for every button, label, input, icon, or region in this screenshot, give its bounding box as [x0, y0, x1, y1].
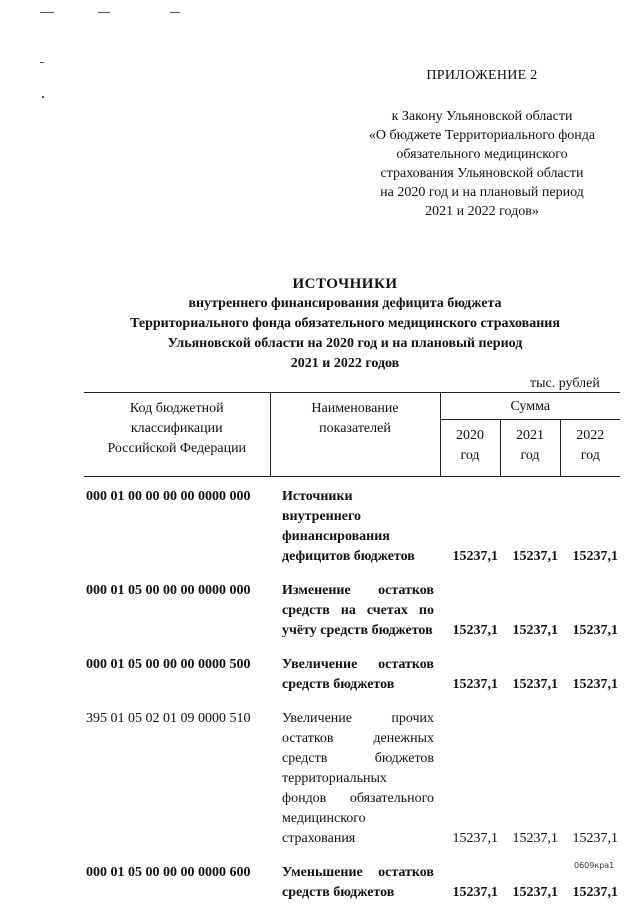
row-value-2022: 15237,1 [572, 831, 619, 846]
row-value-2021: 15237,1 [512, 885, 558, 900]
row-value-2022: 15237,1 [572, 677, 619, 692]
row-value-2020: 15237,1 [452, 831, 498, 846]
row-name: Увеличение остатков средств бюджетов [282, 657, 434, 692]
row-name: Источники внутреннего финансирования дефицитов бюджетов [282, 489, 415, 564]
row-value-2021: 15237,1 [512, 549, 558, 564]
table-row [84, 477, 620, 582]
appendix-title: ПРИЛОЖЕНИЕ 2 [426, 68, 538, 83]
appendix-line: на 2020 год и на плановый период [380, 185, 584, 200]
appendix-line: к Закону Ульяновской области [391, 109, 573, 124]
table-row [84, 581, 620, 655]
row-code: 000 01 05 00 00 00 0000 500 [86, 657, 251, 672]
title-line: внутреннего финансирования дефицита бюджета [188, 296, 502, 311]
row-name: Уменьшение остатков средств бюджетов [282, 865, 434, 900]
table-row [84, 709, 620, 863]
title-line: 2021 и 2022 годов [290, 356, 400, 371]
row-value-2022: 15237,1 [572, 885, 619, 900]
title-line: Территориального фонда обязательного медицинского страхования [130, 316, 560, 331]
appendix-header [352, 66, 612, 221]
sources-table [84, 392, 620, 917]
row-value-2020: 15237,1 [452, 549, 498, 564]
row-value-2021: 15237,1 [512, 831, 558, 846]
header-year-2021: 2021 год [500, 420, 560, 477]
header-year-2022: 2022 год [560, 420, 620, 477]
header-year-2020: 2020 год [440, 420, 500, 477]
table-row [84, 863, 620, 917]
row-value-2020: 15237,1 [452, 677, 498, 692]
appendix-line: страхования Ульяновской области [380, 166, 584, 181]
row-value-2021: 15237,1 [512, 623, 558, 638]
row-value-2020: 15237,1 [452, 623, 498, 638]
document-title [60, 274, 630, 374]
row-code: 000 01 00 00 00 00 0000 000 [86, 489, 251, 504]
row-code: 000 01 05 00 00 00 0000 000 [86, 583, 251, 598]
row-value-2022: 15237,1 [572, 549, 619, 564]
table-row [84, 655, 620, 709]
appendix-line: обязательного медицинского [396, 147, 568, 162]
header-name: Наименование показателей [270, 393, 440, 477]
row-value-2022: 15237,1 [572, 623, 619, 638]
row-name: Изменение остатков средств на счетах по учёту средств бюджетов [282, 583, 434, 638]
row-name: Увеличение прочих остатков денежных средств бюджетов территориальных фондов обязательного медицинского страхования [282, 711, 434, 846]
title-main: ИСТОЧНИКИ [292, 276, 398, 292]
row-value-2020: 15237,1 [452, 885, 498, 900]
row-value-2021: 15237,1 [512, 677, 558, 692]
appendix-line: 2021 и 2022 годов» [425, 204, 539, 219]
title-line: Ульяновской области на 2020 год и на плановый период [167, 336, 523, 351]
header-code: Код бюджетной классификации Российской Федерации [84, 393, 270, 477]
header-sum: Сумма [440, 393, 620, 420]
row-code: 000 01 05 00 00 00 0000 600 [86, 865, 251, 880]
row-code: 395 01 05 02 01 09 0000 510 [86, 711, 251, 726]
units-label: тыс. рублей [530, 376, 600, 391]
document-code: 0609кра1 [574, 861, 615, 870]
appendix-line: «О бюджете Территориального фонда [368, 128, 596, 143]
